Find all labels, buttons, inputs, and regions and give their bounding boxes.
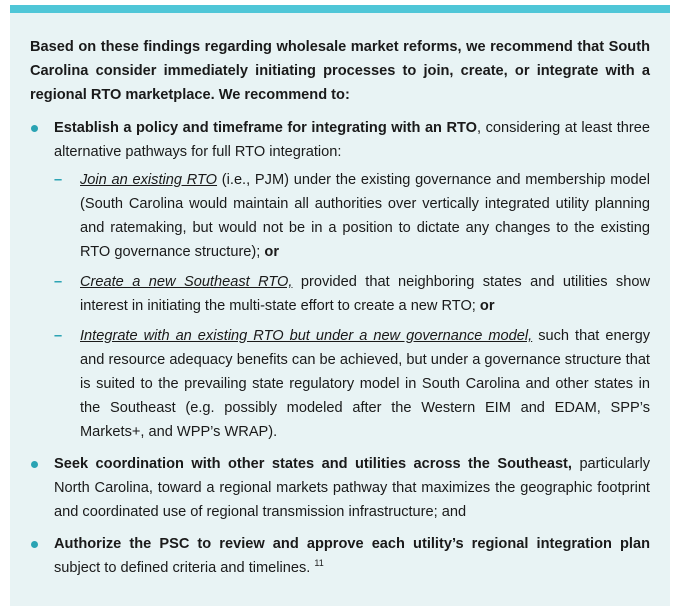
intro-paragraph: Based on these findings regarding wholesale market reforms, we recommend that South Carolina consider immediately initiating processes to join, create, or integrate with a regional RTO marketplace. We recommend to: xyxy=(30,39,650,103)
subitem-create-new xyxy=(54,270,650,318)
bullet-seek-coordination xyxy=(30,452,650,524)
bullet-text: , considering at least three alternative pathways for full RTO integration: xyxy=(54,120,651,160)
bullet-authorize-psc xyxy=(30,532,650,580)
subitem-title: Integrate with an existing RTO but under a new governance model, xyxy=(80,328,533,344)
bullet-icon xyxy=(31,461,38,468)
recommendation-box xyxy=(10,5,670,606)
subitem-title: Join an existing RTO xyxy=(80,172,218,188)
subitem-integrate-new-governance xyxy=(54,324,650,444)
subitem-text: (i.e., PJM) under the existing governance and membership model (South Carolina would maintain all authorities over vertically integrated utility planning and ratemaking, but would not be in a position to dictate any changes to the existing RTO governance structure); xyxy=(80,172,650,260)
subitem-title: Create a new Southeast RTO, xyxy=(80,274,293,290)
dash-icon: – xyxy=(54,172,63,188)
bullet-establish-policy xyxy=(30,116,650,444)
subitem-text: such that energy and resource adequacy benefits can be achieved, but under a governance structure that is suited to the prevailing state regulatory model in South Carolina and other states in the Southeast (e.g. possibly modeled after the Western EIM and EDAM, SPP’s Markets+, and WPP’s WRAP). xyxy=(80,328,650,440)
dash-icon: – xyxy=(54,274,63,290)
footnote-marker[interactable]: 11 xyxy=(314,558,324,569)
bullet-lead: Establish a policy and timeframe for integrating with an RTO xyxy=(54,120,478,136)
bullet-lead: Seek coordination with other states and utilities across the Southeast, xyxy=(54,456,572,472)
subitem-tail: or xyxy=(479,298,495,314)
subitem-join-existing xyxy=(54,168,650,264)
subitem-tail: or xyxy=(264,244,279,260)
bullet-icon xyxy=(31,125,38,132)
subitem-text: provided that neighboring states and utilities show interest in initiating the multi-state effort to create a new RTO; xyxy=(80,274,650,314)
dash-icon: – xyxy=(54,328,63,344)
bullet-icon xyxy=(31,541,38,548)
bullet-lead: Authorize the PSC to review and approve each utility’s regional integration plan xyxy=(54,536,650,552)
recommendation-content xyxy=(30,35,650,588)
accent-bar xyxy=(10,5,670,13)
bullet-text: particularly North Carolina, toward a regional markets pathway that maximizes the geographic footprint and coordinated use of regional transmission infrastructure; and xyxy=(54,456,650,520)
bullet-text: subject to defined criteria and timelines. xyxy=(54,560,311,576)
